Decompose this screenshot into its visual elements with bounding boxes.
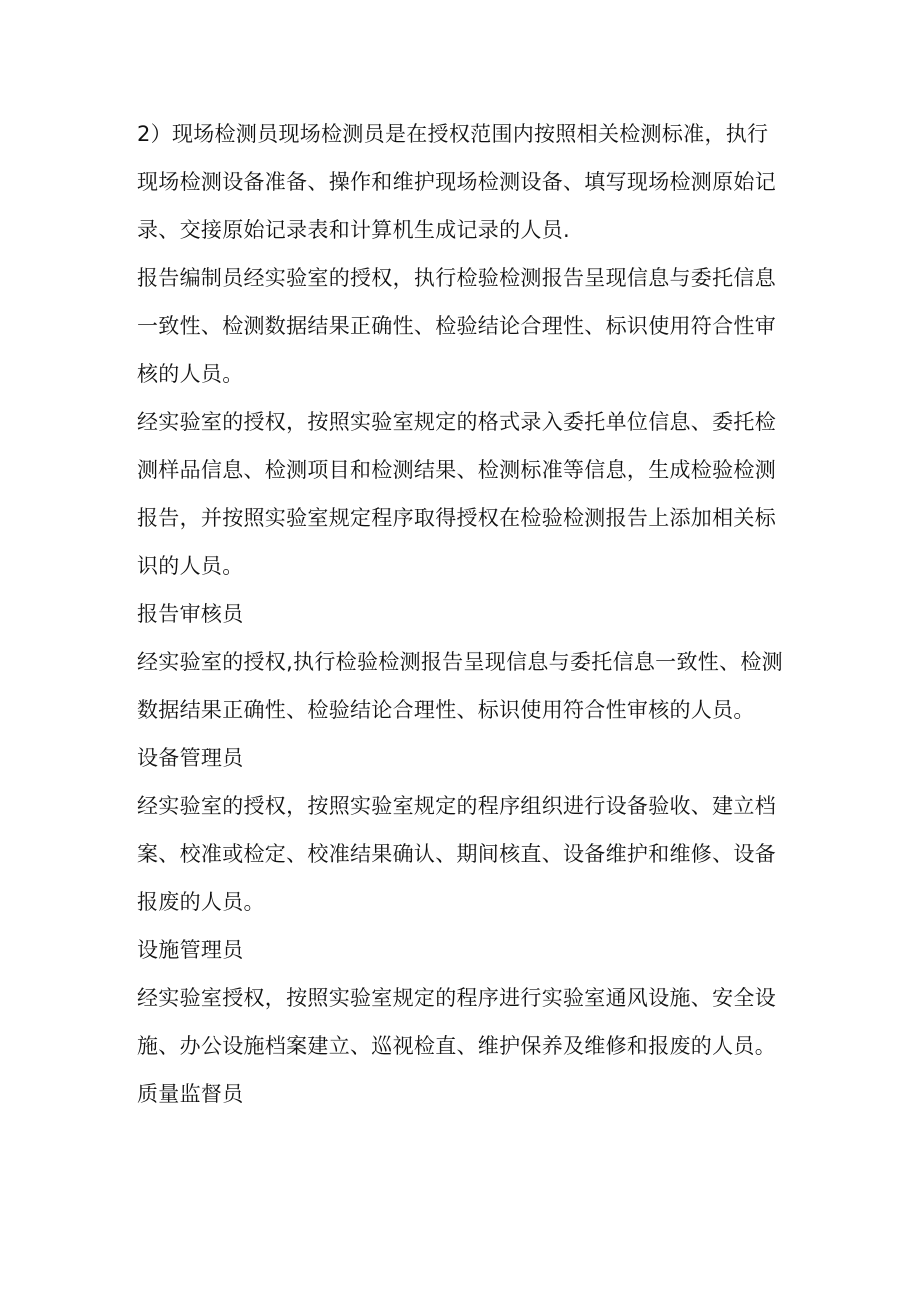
paragraph-report-compiler: 报告编制员经实验室的授权，执行检验检测报告呈现信息与委托信息一致性、检测数据结果正确性、检验结论合理性、标识使用符合性审核的人员。 bbox=[137, 266, 776, 386]
heading-quality-supervisor: 质量监督员 bbox=[137, 1082, 244, 1106]
paragraph-report-entry: 经实验室的授权，按照实验室规定的格式录入委托单位信息、委托检测样品信息、检测项目和检测结果、检测标准等信息，生成检验检测报告，并按照实验室规定程序取得授权在检验检测报告上添加相关标识的人员。 bbox=[137, 410, 776, 578]
heading-equipment-manager: 设备管理员 bbox=[137, 746, 244, 770]
paragraph-field-inspector: 2）现场检测员现场检测员是在授权范围内按照相关检测标准，执行现场检测设备准备、操作和维护现场检测设备、填写现场检测原始记录、交接原始记录表和计算机生成记录的人员. bbox=[137, 122, 776, 242]
heading-facility-manager: 设施管理员 bbox=[137, 938, 244, 962]
paragraph-report-reviewer: 经实验室的授权,执行检验检测报告呈现信息与委托信息一致性、检测数据结果正确性、检验结论合理性、标识使用符合性审核的人员。 bbox=[137, 650, 783, 722]
paragraph-facility-manager: 经实验室授权，按照实验室规定的程序进行实验室通风设施、安全设施、办公设施档案建立、巡视检直、维护保养及维修和报废的人员。 bbox=[137, 986, 776, 1058]
heading-report-reviewer: 报告审核员 bbox=[137, 602, 244, 626]
paragraph-equipment-manager: 经实验室的授权，按照实验室规定的程序组织进行设备验收、建立档案、校准或检定、校准结果确认、期间核直、设备维护和维修、设备报废的人员。 bbox=[137, 794, 776, 914]
document-body bbox=[137, 110, 787, 1118]
